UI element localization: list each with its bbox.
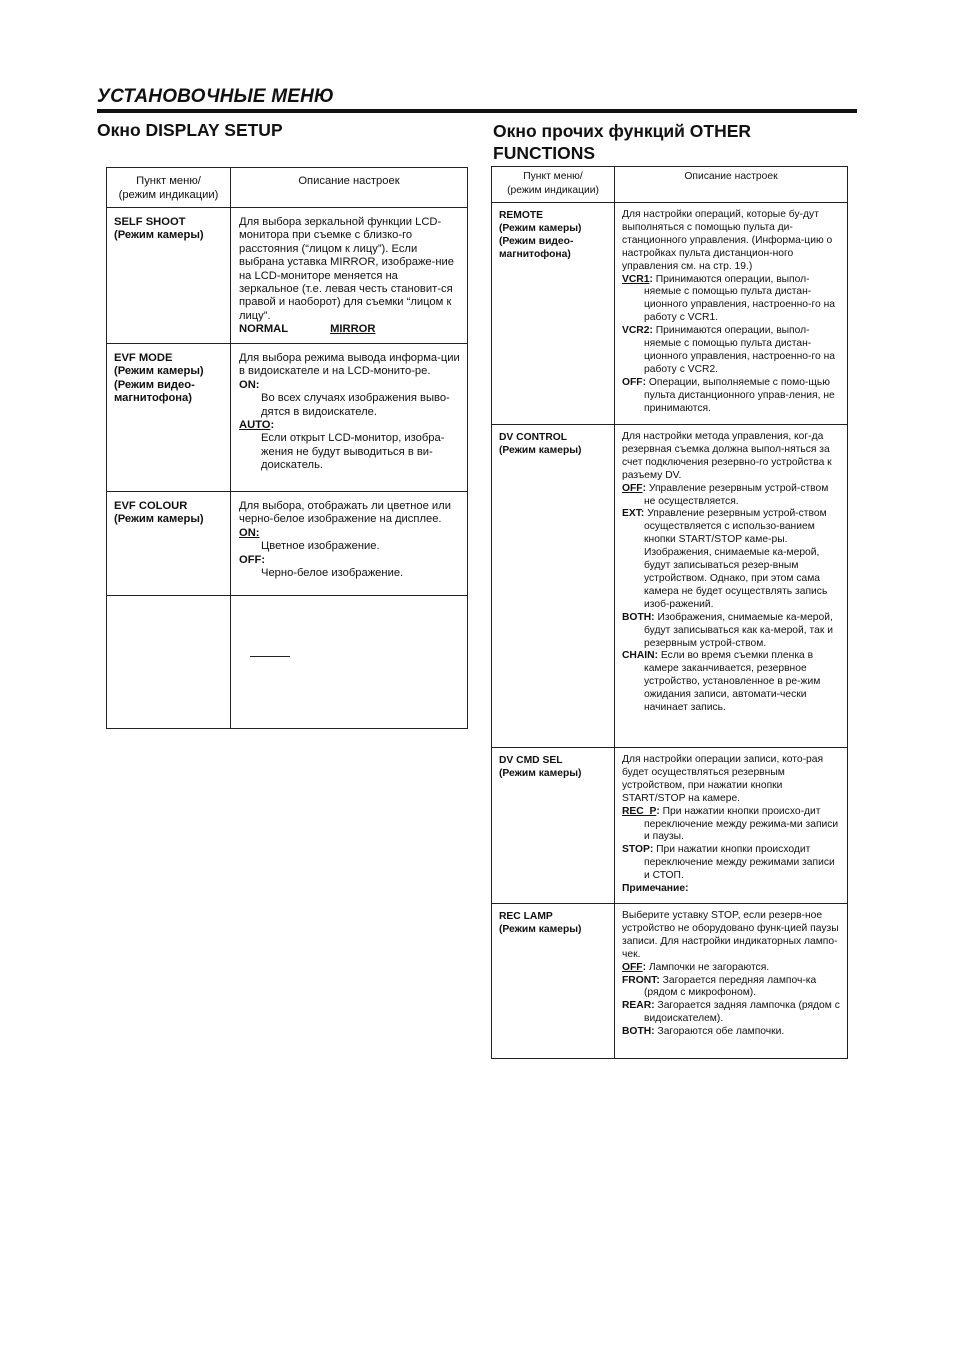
menu-item-evf-mode — [107, 344, 231, 492]
menu-item-evf-colour — [107, 492, 231, 596]
option-rec-p: REC_P: При нажатии кнопки происхо-дит переключение между режима-ми записи и паузы. — [622, 805, 839, 843]
option-stop-text: При нажатии кнопки происходит переключение между режимами записи и СТОП. — [644, 844, 835, 882]
option-front-label: FRONT: — [622, 974, 660, 986]
option-vcr2 — [622, 325, 841, 377]
description-text: Для выбора, отображать ли цветное или черно-белое изображение на дисплее. — [239, 500, 451, 526]
option-rear — [622, 1000, 841, 1026]
item-name: EVF MODE (Режим камеры) (Режим видео-магнитофона) — [114, 352, 204, 405]
menu-item-self-shoot — [107, 208, 231, 344]
option-off-text: Управление резервным устрой-ством не осуществляется. — [644, 482, 829, 507]
option-normal: NORMAL — [239, 323, 289, 336]
other-functions-table — [491, 166, 848, 1059]
table-row-empty — [107, 596, 468, 729]
option-off — [622, 377, 841, 416]
option-values — [239, 323, 460, 336]
page-header: УСТАНОВОЧНЫЕ МЕНЮ — [97, 86, 335, 107]
option-auto — [239, 419, 460, 432]
option-ext-text: Управление резервным устрой-ством осуществляется с использо-ванием кнопки START/STOP каме-ры. Изображения, снимаемые ка-мерой, будут записываться резер-вным устройством. Однако, при этом сама камера не будет осуществлять запись изоб-ражений. — [644, 508, 828, 610]
menu-item-rec-lamp — [492, 904, 615, 1059]
table-row — [107, 492, 468, 596]
option-both — [622, 1026, 841, 1039]
table-row — [492, 748, 848, 904]
option-off: OFF: Лампочки не загораются. — [622, 961, 770, 973]
description-text: Выберите уставку STOP, если резерв-ное устройство не оборудовано функ-цией паузы записи. Для настройки индикаторных лампо-чек. — [622, 910, 839, 960]
option-mirror: MIRROR — [330, 323, 376, 336]
description-text: Для настройки операции записи, кото-рая будет осуществляться резервным устройством, при нажатии кнопки START/STOP на камере. — [622, 754, 824, 804]
option-rec-p-label: REC_P — [622, 805, 657, 817]
option-vcr1-label: VCR1 — [622, 273, 650, 285]
option-off-label: OFF: — [239, 553, 266, 566]
option-chain-label: CHAIN: — [622, 650, 659, 662]
table-row — [492, 904, 848, 1059]
option-chain-text: Если во время съемки пленка в камере заканчивается, резервное устройство, установленное в ре-жим ожидания записи, автомати-чески начинает запись. — [644, 650, 821, 714]
item-name: EVF COLOUR (Режим камеры) — [114, 500, 204, 526]
table-row — [107, 208, 468, 344]
table-row — [492, 425, 848, 748]
item-description — [615, 425, 848, 748]
option-both-text: Загораются обе лампочки. — [657, 1026, 785, 1038]
column-header-item: Пункт меню/ (режим индикации) — [107, 168, 231, 208]
item-description — [231, 492, 468, 596]
option-both — [622, 612, 841, 651]
description-text: Для выбора режима вывода информа-ции в видоискателе и на LCD-монито-ре. — [239, 352, 460, 378]
item-description — [615, 904, 848, 1059]
note-label: Примечание: — [622, 883, 689, 895]
item-description — [615, 748, 848, 904]
item-name: DV CMD SEL (Режим камеры) — [499, 755, 582, 779]
option-auto-colon: : — [270, 419, 275, 432]
item-name: REMOTE (Режим камеры) (Режим видео-магнитофона) — [499, 210, 582, 260]
table-header-row — [107, 168, 468, 208]
column-header-description: Описание настроек — [615, 167, 848, 203]
option-stop — [622, 844, 841, 883]
option-ext-label: EXT: — [622, 508, 645, 520]
option-off-label: OFF — [622, 482, 643, 494]
option-vcr1-text: Принимаются операции, выпол-няемые с помощью пульта дистан-ционного управления, настроенно-го на работу с VCR1. — [644, 273, 835, 324]
table-row — [492, 203, 848, 425]
option-ext — [622, 508, 841, 611]
item-description — [615, 203, 848, 425]
option-chain — [622, 650, 841, 715]
table-header-row — [492, 167, 848, 203]
option-auto-label: AUTO — [239, 419, 271, 432]
menu-item-remote — [492, 203, 615, 425]
option-on-label: ON: — [239, 378, 260, 391]
table-row — [107, 344, 468, 492]
option-off-label: OFF — [622, 961, 643, 973]
option-vcr1: VCR1: Принимаются операции, выпол-няемые с помощью пульта дистан-ционного управления, настроенно-го на работу с VCR1. — [622, 273, 835, 324]
description-text: Для выбора зеркальной функции LCD-монитора при съемке с близко-го расстояния (“лицом к лицу”). Если выбрана уставка MIRROR, изображе-ние на LCD-мониторе меняется на зеркальное (т.е. левая честь становит-ся правой и наоборот) для съемки “лицом к лицу”. — [239, 216, 455, 322]
option-off-label: OFF: — [622, 376, 647, 388]
option-auto-text: Если открыт LCD-монитор, изобра-жения не будут выводиться в ви-доискатель. — [261, 432, 445, 472]
empty-item-cell — [107, 596, 231, 729]
option-off: OFF: Управление резервным устрой-ством не осуществляется. — [622, 482, 829, 507]
description-text: Для настройки операций, которые бу-дут выполняться с помощью пульта ди-станционного управления. (Информа-цию о настройках пульта дистанцион-ного управления см. на стр. 19.) — [622, 209, 833, 272]
display-setup-title: Окно DISPLAY SETUP — [97, 120, 283, 140]
item-name: SELF SHOOT (Режим камеры) — [114, 216, 204, 242]
option-front-text: Загорается передняя лампоч-ка (рядом с микрофоном). — [644, 974, 817, 999]
item-name: REC LAMP (Режим камеры) — [499, 911, 582, 935]
item-description — [231, 344, 468, 492]
option-both-label: BOTH: — [622, 1026, 655, 1038]
column-header-description: Описание настроек — [231, 168, 468, 208]
option-off-text: Операции, выполняемые с помо-щью пульта дистанционного управ-ления, не принимаются. — [644, 376, 835, 414]
menu-item-dv-cmd-sel — [492, 748, 615, 904]
header-rule — [97, 109, 857, 113]
option-front — [622, 975, 841, 1001]
option-on-text: Во всех случаях изображения выво-дятся в видоискателе. — [261, 392, 450, 418]
blank-underline — [250, 656, 290, 657]
option-vcr2-label: VCR2: — [622, 325, 653, 337]
option-vcr2-text: Принимаются операции, выпол-няемые с помощью пульта дистан-ционного управления, настроенно-го на работу с VCR2. — [644, 325, 835, 375]
option-on-label: ON: — [239, 526, 260, 539]
item-name: DV CONTROL (Режим камеры) — [499, 432, 582, 456]
empty-description-cell — [231, 596, 468, 729]
option-off-text: Черно-белое изображение. — [261, 567, 404, 580]
option-rear-text: Загорается задняя лампочка (рядом с видоискателем). — [644, 1000, 840, 1025]
option-both-text: Изображения, снимаемые ка-мерой, будут записываться как ка-мерой, так и резервным устрой-ством. — [644, 611, 833, 649]
option-rec-p-text: При нажатии кнопки происхо-дит переключение между режима-ми записи и паузы. — [644, 805, 839, 843]
description-text: Для настройки метода управления, ког-да резервная съемка должна выпол-няться за счет подключения резервно-го устройства к разъему DV. — [622, 431, 832, 481]
option-both-label: BOTH: — [622, 611, 655, 623]
option-stop-label: STOP: — [622, 844, 654, 856]
item-description — [231, 208, 468, 344]
other-functions-title: Окно прочих функций OTHER FUNCTIONS — [493, 121, 752, 163]
option-on-text: Цветное изображение. — [261, 540, 380, 553]
column-header-item: Пункт меню/ (режим индикации) — [492, 167, 615, 203]
menu-item-dv-control — [492, 425, 615, 748]
option-rear-label: REAR: — [622, 1000, 655, 1012]
display-setup-table — [106, 167, 468, 729]
option-off-text: Лампочки не загораются. — [648, 961, 770, 973]
